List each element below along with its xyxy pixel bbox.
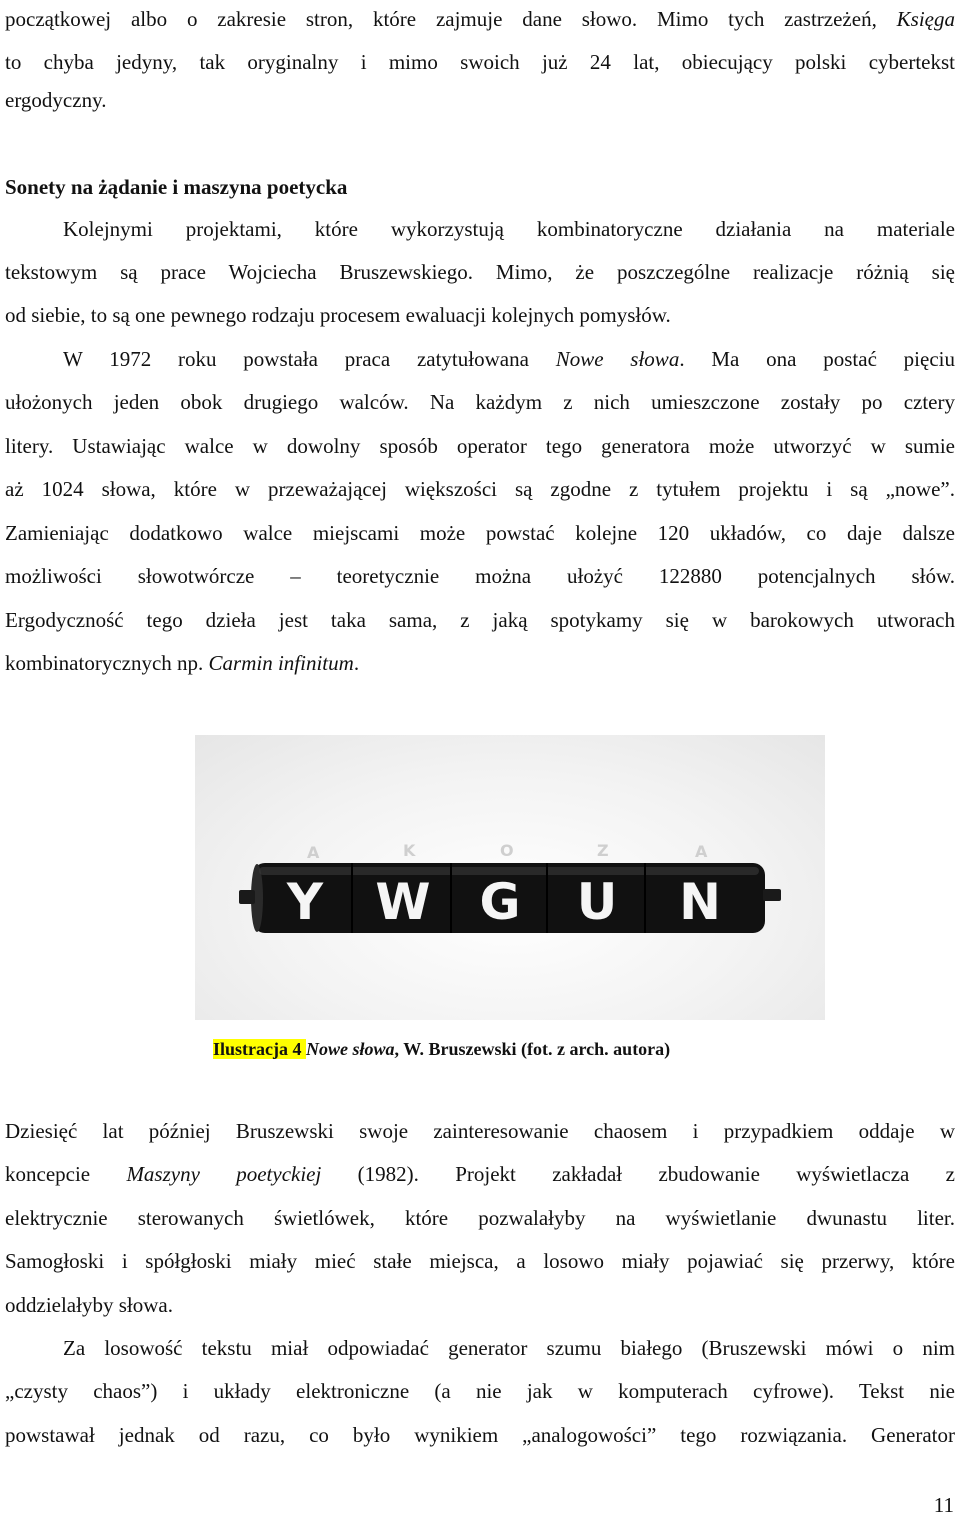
- paragraph2-line3: od siebie, to są one pewnego rodzaju procesem ewaluacji kolejnych pomysłów.: [5, 303, 671, 327]
- cylinder-letter-1: Y: [286, 873, 324, 931]
- paragraph5-line1: Za losowość tekstu miał odpowiadać generator szumu białego (Bruszewski mówi o nim: [63, 1336, 955, 1360]
- paragraph3-line2: ułożonych jeden obok drugiego walców. Na każdym z nich umieszczone zostały po cztery: [5, 390, 955, 414]
- paragraph1-line1: początkowej albo o zakresie stron, które zajmuje dane słowo. Mimo tych zastrzeżeń, Księga: [5, 7, 955, 31]
- paragraph3-line7: Ergodyczność tego dzieła jest taka sama, z jaką spotykamy się w barokowych utworach: [5, 608, 955, 632]
- paragraph3-line4: aż 1024 słowa, które w przeważającej większości są zgodne z tytułem projektu i są „nowe”.: [5, 477, 955, 501]
- cylinder-letter-5: N: [679, 873, 721, 931]
- italic-title-carmin-infinitum: Carmin infinitum: [208, 651, 354, 675]
- svg-text:A: A: [307, 843, 320, 862]
- cylinder-letter-3: G: [479, 873, 521, 931]
- paragraph4-line5: oddzielałyby słowa.: [5, 1293, 173, 1317]
- figure-photo: [195, 735, 825, 1020]
- italic-title-nowe-slowa: Nowe słowa: [555, 347, 680, 371]
- paragraph4-line4: Samogłoski i spółgłoski miały mieć stałe miejsca, a losowo miały pojawiać się przerwy, które: [5, 1249, 955, 1273]
- paragraph3-line6: możliwości słowotwórcze – teoretycznie można ułożyć 122880 potencjalnych słów.: [5, 564, 955, 588]
- caption-title: Nowe słowa: [306, 1039, 395, 1059]
- paragraph3-line8: kombinatorycznych np. Carmin infinitum.: [5, 651, 360, 675]
- svg-text:K: K: [403, 841, 416, 860]
- cylinder-letter-2: W: [375, 873, 431, 931]
- paragraph1-line3: ergodyczny.: [5, 88, 107, 112]
- cylinder-right-axle: [763, 889, 781, 901]
- section-heading: Sonety na żądanie i maszyna poetycka: [5, 175, 348, 199]
- cylinder-top-letters: [307, 841, 708, 862]
- caption-rest: , W. Bruszewski (fot. z arch. autora): [394, 1039, 671, 1059]
- paragraph5-line2: „czysty chaos”) i układy elektroniczne (a nie jak w komputerach cyfrowe). Tekst nie: [5, 1379, 955, 1403]
- svg-text:A: A: [695, 842, 708, 861]
- paragraph4-line3: elektrycznie sterowanych świetlówek, które pozwalałyby na wyświetlanie dwunastu liter.: [5, 1206, 955, 1230]
- figure-caption: [213, 1036, 670, 1062]
- paragraph3-line1: W 1972 roku powstała praca zatytułowana Nowe słowa. Ma ona postać pięciu: [63, 347, 955, 371]
- cylinder-letter-4: U: [576, 873, 618, 931]
- paragraph5-line3: powstawał jednak od razu, co było wynikiem „analogowości” tego rozwiązania. Generator: [5, 1423, 955, 1447]
- cylinder-left-axle: [239, 890, 255, 904]
- cylinder-illustration: [195, 735, 825, 1020]
- italic-title-ksiega: Księga: [896, 7, 955, 31]
- paragraph1-line2: to chyba jedyny, tak oryginalny i mimo swoich już 24 lat, obiecujący polski cybertekst: [5, 50, 955, 74]
- paragraph3-line3: litery. Ustawiając walce w dowolny sposób operator tego generatora może utworzyć w sumie: [5, 434, 955, 458]
- paragraph2-line1: Kolejnymi projektami, które wykorzystują kombinatoryczne działania na materiale: [63, 217, 955, 241]
- paragraph2-line2: tekstowym są prace Wojciecha Bruszewskiego. Mimo, że poszczególne realizacje różnią się: [5, 260, 955, 284]
- caption-label: Ilustracja 4: [213, 1039, 306, 1059]
- paragraph4-line2: koncepcie Maszyny poetyckiej (1982). Projekt zakładał zbudowanie wyświetlacza z: [5, 1162, 955, 1186]
- italic-title-maszyny-poetyckiej: Maszyny poetyckiej: [126, 1162, 322, 1186]
- svg-text:O: O: [500, 841, 514, 860]
- paragraph4-line1: Dziesięć lat później Bruszewski swoje zainteresowanie chaosem i przypadkiem oddaje w: [5, 1119, 955, 1143]
- svg-text:Z: Z: [597, 841, 609, 860]
- paragraph3-line5: Zamieniając dodatkowo walce miejscami może powstać kolejne 120 układów, co daje dalsze: [5, 521, 955, 545]
- page-number: 11: [933, 1493, 954, 1517]
